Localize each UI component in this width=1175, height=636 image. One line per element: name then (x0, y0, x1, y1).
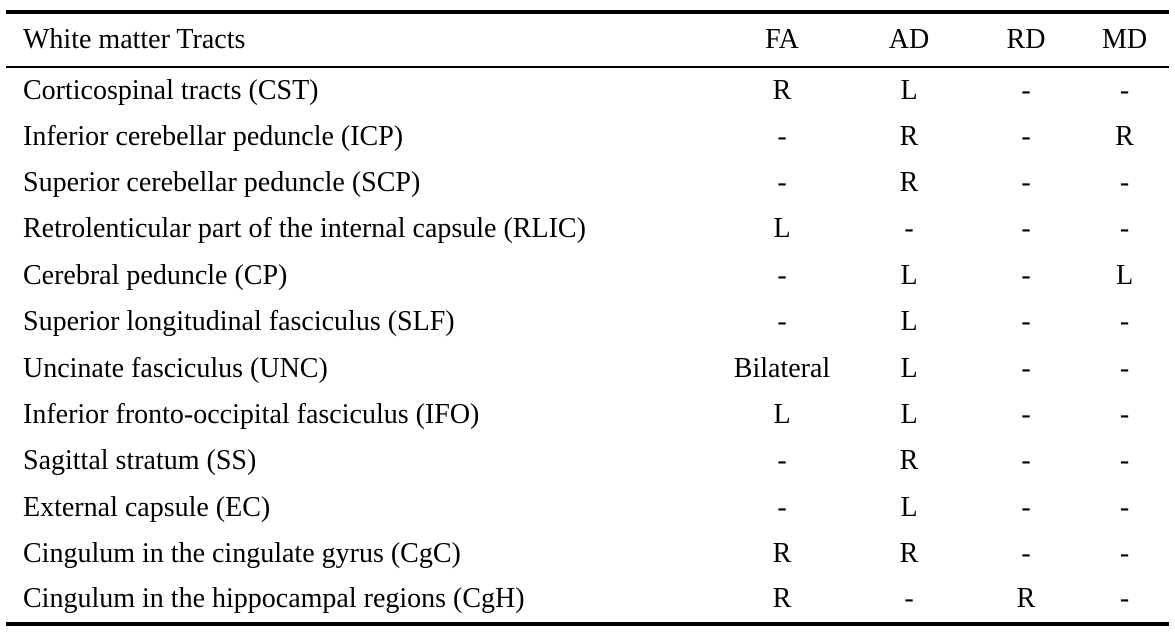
cell-tract: Inferior cerebellar peduncle (ICP) (23, 120, 404, 152)
cell-rd: - (1021, 120, 1031, 152)
cell-ad: L (900, 306, 918, 338)
cell-md: L (1115, 259, 1134, 291)
cell-fa: - (777, 306, 787, 338)
cell-rd: - (1021, 306, 1031, 338)
cell-rd: - (1021, 491, 1031, 523)
cell-md: - (1119, 538, 1130, 570)
cell-fa: R (772, 74, 792, 106)
table-row (6, 113, 1169, 159)
table-row (6, 531, 1169, 577)
cell-md: - (1119, 398, 1130, 430)
cell-ad: L (900, 491, 918, 523)
cell-ad: L (900, 398, 918, 430)
table-row (6, 206, 1169, 252)
cell-tract: Cerebral peduncle (CP) (23, 259, 288, 291)
table-row (6, 577, 1169, 623)
table-row (6, 160, 1169, 206)
cell-md: - (1119, 306, 1130, 338)
cell-md: - (1119, 74, 1130, 106)
header-fa: FA (765, 24, 799, 55)
cell-fa: L (773, 213, 791, 245)
cell-ad: R (899, 445, 919, 477)
cell-fa: - (777, 166, 787, 198)
cell-fa: - (777, 259, 787, 291)
header-row (6, 12, 1169, 67)
header-rd: RD (1006, 24, 1046, 55)
cell-rd: - (1021, 74, 1031, 106)
cell-rd: - (1021, 166, 1031, 198)
cell-fa: - (777, 120, 787, 152)
cell-tract: External capsule (EC) (23, 491, 271, 523)
table-header (6, 12, 1169, 67)
cell-rd: - (1021, 538, 1031, 570)
table-row (6, 253, 1169, 299)
cell-md: - (1119, 352, 1130, 384)
table-row (6, 392, 1169, 438)
cell-rd: - (1021, 445, 1031, 477)
cell-ad: L (900, 74, 918, 106)
cell-tract: Cingulum in the cingulate gyrus (CgC) (23, 538, 461, 570)
table-row (6, 438, 1169, 484)
cell-fa: R (718, 577, 846, 623)
cell-tract: Superior longitudinal fasciculus (SLF) (23, 306, 455, 338)
header-ad: AD (888, 24, 930, 55)
cell-fa: R (772, 538, 792, 570)
cell-md: - (1119, 491, 1130, 523)
cell-ad: R (899, 166, 919, 198)
cell-fa: Bilateral (733, 352, 831, 384)
table-row (6, 485, 1169, 531)
cell-tract: Cingulum in the hippocampal regions (CgH) (6, 577, 718, 623)
white-matter-table-container (6, 10, 1169, 626)
cell-ad: L (900, 259, 918, 291)
cell-rd: - (1021, 352, 1031, 384)
cell-ad: L (900, 352, 918, 384)
header-tracts: White matter Tracts (23, 24, 246, 55)
header-md: MD (1101, 24, 1148, 55)
cell-md: - (1080, 577, 1169, 623)
cell-rd: R (972, 577, 1080, 623)
cell-md: - (1119, 213, 1130, 245)
cell-ad: - (904, 213, 914, 245)
cell-fa: - (777, 491, 787, 523)
cell-tract: Retrolenticular part of the internal capsule (RLIC) (23, 213, 586, 245)
table-body (6, 67, 1169, 624)
cell-md: R (1115, 120, 1134, 152)
cell-tract: Superior cerebellar peduncle (SCP) (23, 166, 421, 198)
table-row (6, 299, 1169, 345)
cell-ad: R (899, 538, 919, 570)
cell-rd: - (1021, 213, 1031, 245)
table-row (6, 345, 1169, 391)
cell-rd: - (1021, 259, 1031, 291)
cell-ad: - (846, 577, 972, 623)
table-row (6, 67, 1169, 113)
cell-fa: - (777, 445, 787, 477)
cell-fa: L (773, 398, 791, 430)
cell-tract: Sagittal stratum (SS) (23, 445, 257, 477)
cell-tract: Corticospinal tracts (CST) (23, 74, 319, 106)
cell-tract: Inferior fronto-occipital fasciculus (IFO) (23, 398, 480, 430)
cell-ad: R (899, 120, 919, 152)
cell-rd: - (1021, 398, 1031, 430)
cell-md: - (1119, 166, 1130, 198)
cell-tract: Uncinate fasciculus (UNC) (23, 352, 328, 384)
white-matter-tracts-table (6, 10, 1169, 626)
cell-md: - (1119, 445, 1130, 477)
